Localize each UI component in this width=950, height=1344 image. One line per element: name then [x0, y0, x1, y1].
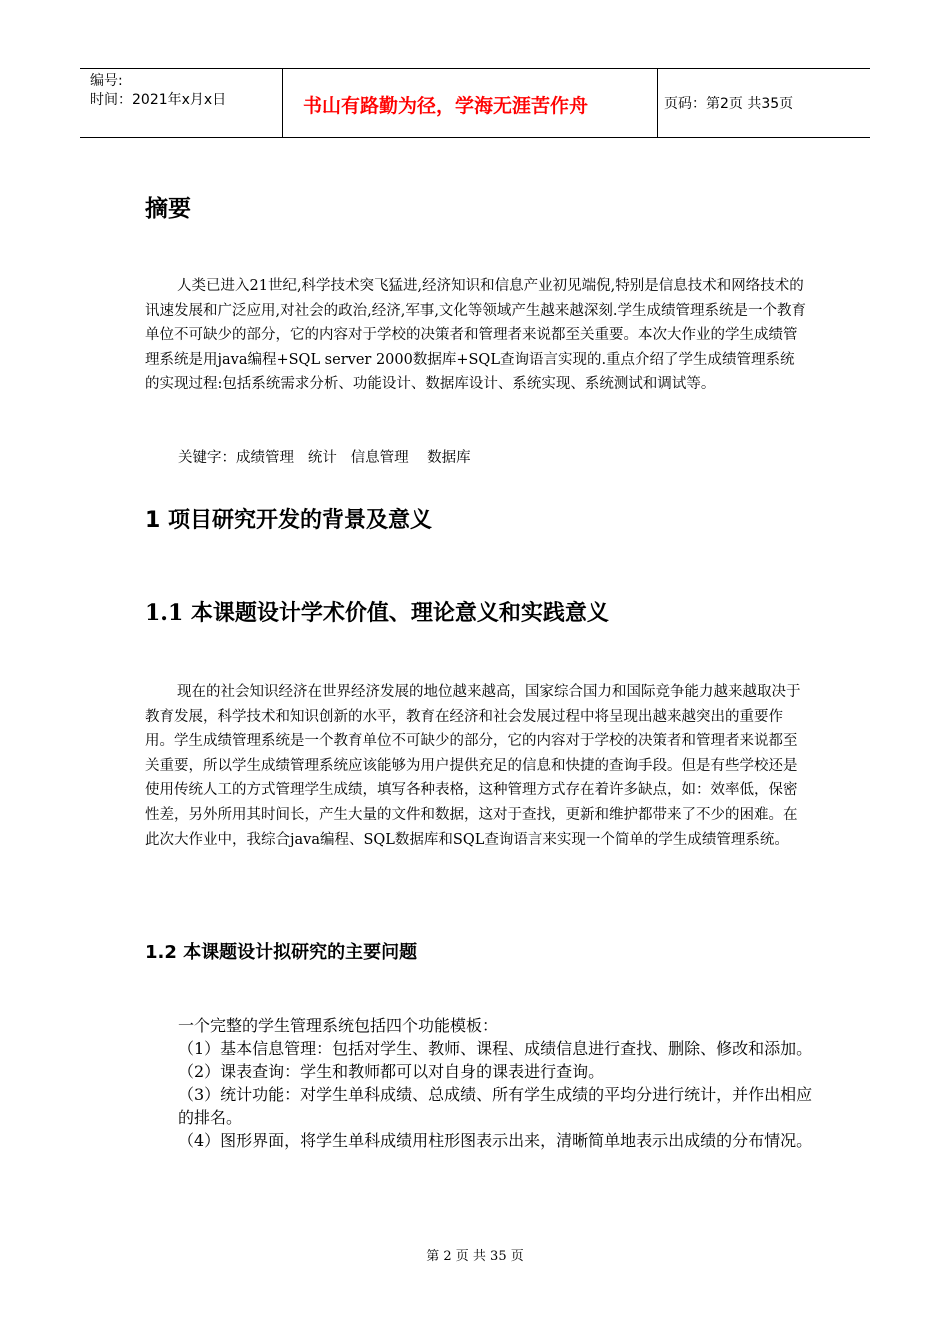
abstract-title: 摘要 — [145, 196, 191, 222]
page-footer: 第 2 页 共 35 页 — [426, 1249, 524, 1264]
header-number: 编号: — [90, 73, 123, 89]
abstract-body: 人类已进入21世纪,科学技术突飞猛进,经济知识和信息产业初见端倪,特别是信息技术和网络技术的讯速发展和广泛应用,对社会的政治,经济,军事,文化等领域产生越来越深刻.学生成绩管理系统是一个教育单位不可缺少的部分，它的内容对于学校的决策者和管理者来说都至关重要。本次大作业的学生成绩管理系统是用java编程+SQL server 2000数据库+SQL查询语言实现的.重点介绍了学生成绩管理系统的实现过程:包括系统需求分析、功能设计、数据库设计、系统实现、系统测试和调试等。 — [145, 278, 807, 393]
section-1-2-list — [178, 1014, 828, 1152]
section-1-1-title: 1.1 本课题设计学术价值、理论意义和实践意义 — [145, 600, 609, 626]
section-1-1-body: 现在的社会知识经济在世界经济发展的地位越来越高，国家综合国力和国际竞争能力越来越取决于教育发展，科学技术和知识创新的水平，教育在经济和社会发展过程中将呈现出越来越突出的重要作用。学生成绩管理系统是一个教育单位不可缺少的部分，它的内容对于学校的决策者和管理者来说都至关重要，所以学生成绩管理系统应该能够为用户提供充足的信息和快捷的查询手段。但是有些学校还是使用传统人工的方式管理学生成绩，填写各种表格，这种管理方式存在着许多缺点，如：效率低，保密性差，另外所用其时间长，产生大量的文件和数据，这对于查找，更新和维护都带来了不少的困难。在此次大作业中，我综合java编程、SQL数据库和SQL查询语言来实现一个简单的学生成绩管理系统。 — [145, 684, 801, 848]
list-item: （4）图形界面，将学生单科成绩用柱形图表示出来，清晰简单地表示出成绩的分布情况。 — [178, 1131, 813, 1150]
page-header — [80, 68, 870, 138]
list-item: 一个完整的学生管理系统包括四个功能模板： — [178, 1016, 499, 1035]
list-item: （2）课表查询：学生和教师都可以对自身的课表进行查询。 — [178, 1062, 605, 1081]
section-1-title: 1 项目研究开发的背景及意义 — [145, 508, 432, 533]
header-motto-cell — [282, 69, 658, 137]
abstract-keywords: 关键字：成绩管理 统计 信息管理 数据库 — [178, 450, 471, 466]
list-item: （1）基本信息管理：包括对学生、教师、课程、成绩信息进行查找、删除、修改和添加。 — [178, 1039, 813, 1058]
header-motto: 书山有路勤为径，学海无涯苦作舟 — [303, 95, 589, 117]
header-time: 时间：2021年x月x日 — [90, 92, 227, 108]
list-item: （3）统计功能：对学生单科成绩、总成绩、所有学生成绩的平均分进行统计，并作出相应的排名。 — [178, 1085, 813, 1127]
header-page-info: 页码：第2页 共35页 — [664, 96, 794, 112]
section-1-2-title: 1.2 本课题设计拟研究的主要问题 — [145, 942, 418, 963]
header-meta — [80, 69, 282, 137]
